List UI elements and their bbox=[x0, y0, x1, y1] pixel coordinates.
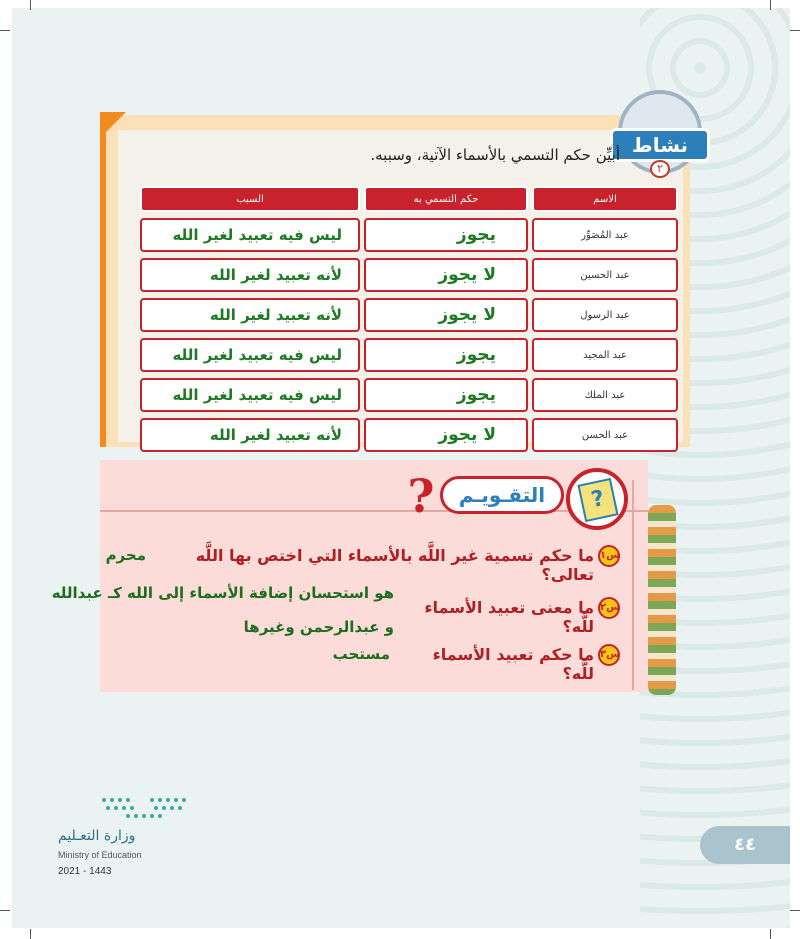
cell-name: عبد الرسول bbox=[532, 298, 678, 332]
ministry-name-ar: وزارة التعـليم bbox=[58, 828, 136, 844]
cell-rule[interactable]: يجوز bbox=[364, 378, 528, 412]
question-number: س٣ bbox=[598, 644, 620, 666]
activity-badge bbox=[610, 90, 710, 180]
cell-reason[interactable]: ليس فيه تعبيد لغير الله bbox=[140, 378, 360, 412]
crop-mark bbox=[30, 929, 31, 939]
evaluation-icon bbox=[566, 468, 628, 530]
badge-label: نشاط bbox=[610, 128, 710, 162]
cell-reason[interactable]: لأنه تعبيد لغير الله bbox=[140, 298, 360, 332]
table-header-row bbox=[140, 186, 678, 212]
table-row bbox=[140, 298, 678, 332]
question-1: ما حكم تسمية غير اللَّه بالأسماء التي اختص بها اللَّه تعالى؟ bbox=[195, 546, 594, 584]
answer-1[interactable]: محرم bbox=[105, 546, 146, 564]
cell-name: عبد المجيد bbox=[532, 338, 678, 372]
answer-2-line-2[interactable]: و عبدالرحمن وغيرها bbox=[243, 618, 394, 636]
cell-rule[interactable]: يجوز bbox=[364, 218, 528, 252]
question-number: س٢ bbox=[598, 597, 620, 619]
names-table bbox=[136, 180, 682, 458]
answer-2-line-1[interactable]: هو استحسان إضافة الأسماء إلى الله كـ عبدالله bbox=[51, 584, 394, 602]
page-number: ٤٤ bbox=[700, 826, 790, 864]
question-number: س١ bbox=[598, 545, 620, 567]
table-row bbox=[140, 418, 678, 452]
table-row bbox=[140, 218, 678, 252]
cell-reason[interactable]: ليس فيه تعبيد لغير الله bbox=[140, 338, 360, 372]
cell-name: عبد المُصَوِّر bbox=[532, 218, 678, 252]
cell-name: عبد الحسين bbox=[532, 258, 678, 292]
crop-mark bbox=[790, 30, 800, 31]
question-3: ما حكم تعبيد الأسماء للَّه؟ bbox=[432, 645, 594, 683]
cell-rule[interactable]: لا يجوز bbox=[364, 418, 528, 452]
crop-mark bbox=[30, 0, 31, 10]
cell-reason[interactable]: ليس فيه تعبيد لغير الله bbox=[140, 218, 360, 252]
header-reason: السبب bbox=[140, 186, 360, 212]
cell-rule[interactable]: لا يجوز bbox=[364, 298, 528, 332]
cell-name: عبد الحسن bbox=[532, 418, 678, 452]
crop-mark bbox=[0, 910, 10, 911]
evaluation-border bbox=[632, 480, 634, 690]
ministry-name-en: Ministry of Education bbox=[58, 850, 142, 860]
evaluation-divider bbox=[100, 510, 648, 512]
cell-reason[interactable]: لأنه تعبيد لغير الله bbox=[140, 258, 360, 292]
table-row bbox=[140, 338, 678, 372]
table-row bbox=[140, 258, 678, 292]
question-2: ما معنى تعبيد الأسماء للَّه؟ bbox=[424, 598, 594, 636]
crop-mark bbox=[790, 910, 800, 911]
crop-mark bbox=[0, 30, 10, 31]
cell-name: عبد الملك bbox=[532, 378, 678, 412]
question-mark-icon: ? bbox=[577, 478, 618, 522]
ornament-strip bbox=[648, 505, 676, 695]
table-row bbox=[140, 378, 678, 412]
crop-mark bbox=[770, 929, 771, 939]
activity-instruction: أبيِّن حكم التسمي بالأسماء الآتية، وسببه. bbox=[370, 146, 620, 164]
cell-rule[interactable]: لا يجوز bbox=[364, 258, 528, 292]
badge-number: ٢ bbox=[650, 160, 670, 178]
edition-year: 2021 - 1443 bbox=[58, 866, 112, 877]
evaluation-title: التقـويـم bbox=[440, 476, 564, 514]
header-rule: حكم التسمي به bbox=[364, 186, 528, 212]
ministry-logo-icon bbox=[98, 794, 190, 822]
answer-3[interactable]: مستحب bbox=[332, 645, 390, 663]
header-name: الاسم bbox=[532, 186, 678, 212]
question-mark-icon: ? bbox=[407, 469, 435, 523]
crop-mark bbox=[770, 0, 771, 10]
cell-rule[interactable]: يجوز bbox=[364, 338, 528, 372]
cell-reason[interactable]: لأنه تعبيد لغير الله bbox=[140, 418, 360, 452]
